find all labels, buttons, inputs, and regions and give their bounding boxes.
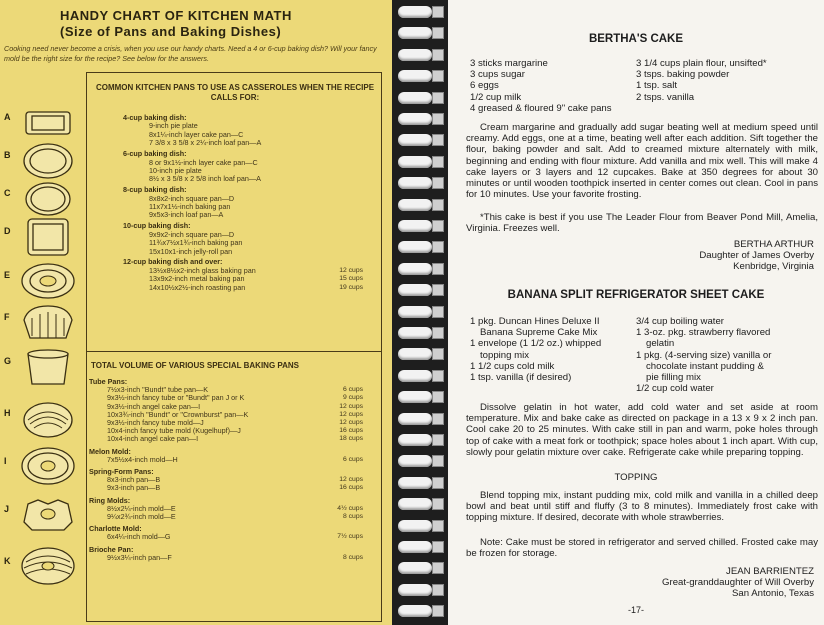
topping-heading: TOPPING (614, 472, 658, 483)
binding-ring (398, 370, 432, 382)
group-item: 9x3-inch pan—B (107, 483, 161, 493)
charlotte-pan-icon (18, 346, 78, 388)
group-title: Spring-Form Pans: (89, 467, 154, 476)
ingredient: 4 greased & floured 9" cake pans (470, 102, 612, 114)
punch-hole (432, 434, 444, 446)
pan-icons-column (0, 80, 86, 625)
recipe2-ingredients-right (636, 316, 771, 394)
group-item-qty: 15 cups (339, 275, 363, 283)
group-title: Melon Mold: (89, 446, 131, 456)
pans-heading: COMMON KITCHEN PANS TO USE AS CASSEROLES WHEN THE RECIPE CALLS FOR: (95, 83, 375, 102)
group-title: Tube Pans: (89, 377, 128, 386)
group-item-qty: 12 cups (339, 476, 363, 484)
punch-hole (432, 498, 444, 510)
icon-letter: I (4, 456, 7, 466)
punch-hole (432, 520, 444, 532)
punch-hole (432, 327, 444, 339)
punch-hole (432, 413, 444, 425)
punch-hole (432, 477, 444, 489)
recipe1-note: *This cake is best if you use The Leader Flour from Beaver Pond Mill, Amelia, Virginia. Freezes well. (466, 212, 818, 235)
punch-hole (432, 134, 444, 146)
binding-ring (398, 284, 432, 296)
group-title: 6-cup baking dish: (123, 149, 187, 159)
group-item: 9x3½-inch fancy tube mold—J (107, 418, 204, 427)
binding-ring (398, 220, 432, 232)
punch-hole (432, 348, 444, 360)
binding-ring (398, 520, 432, 532)
binding-ring (398, 199, 432, 211)
punch-hole (432, 541, 444, 553)
group-title: Ring Molds: (89, 495, 131, 505)
recipe1-ingredients-right (636, 58, 767, 103)
group-item: 6x4¼-inch mold—G (107, 532, 171, 542)
icon-letter: K (4, 556, 11, 566)
group-item: 9¼x2¾-inch mold—E (107, 512, 176, 521)
recipe2-author (662, 566, 814, 600)
binding-ring (398, 413, 432, 425)
author-name: BERTHA ARTHUR (733, 239, 814, 250)
group-item: 14x10½x2½-inch roasting pan (149, 282, 246, 292)
icon-letter: H (4, 408, 11, 418)
ingredient: 1/2 cup milk (470, 91, 522, 103)
group-item-qty: 12 cups (339, 402, 363, 410)
icon-letter: C (4, 188, 11, 198)
binding-ring (398, 49, 432, 61)
icon-letter: J (4, 504, 10, 514)
spring-pan-icon (18, 140, 78, 182)
ring-pan-icon (18, 260, 78, 302)
topping-instructions: Blend topping mix, instant pudding mix, cold milk and vanilla in a chilled deep bowl and beat until stiff and fluffy (3 to 8 minutes). Immediately frost cake with topping mixture. If desired, decorate with whole strawberries. (466, 490, 818, 524)
recipe1-ingredients-left (470, 58, 612, 114)
group-item: 10x4-inch fancy tube mold (Kugelhupf)—J (107, 426, 241, 436)
right-page (448, 0, 824, 625)
binding-ring (398, 156, 432, 168)
left-page (0, 0, 392, 625)
group-item: 7x5½x4-inch mold—H (107, 454, 178, 464)
group-item: 11¾x7½x1¾-inch baking pan (149, 238, 243, 248)
author-location: Kenbridge, Virginia (733, 261, 814, 273)
group-item: 11x7x1½-inch baking pan (149, 202, 231, 211)
icon-letter: F (4, 312, 10, 322)
group-item: 10x4-inch angel cake pan—I (107, 434, 199, 444)
group-item: 8½ x 3 5/8 x 2 5/8 inch loaf pan—A (149, 174, 261, 184)
binding-ring (398, 113, 432, 125)
group-title: 12-cup baking dish and over: (123, 257, 223, 267)
ingredient: 1/2 cup cold water (636, 383, 714, 395)
ingredient: topping mix (480, 349, 530, 361)
punch-hole (432, 220, 444, 232)
group-item: 8½x2¼-inch mold—E (107, 503, 176, 513)
ingredient: chocolate instant pudding & (646, 360, 764, 372)
binding-ring (398, 241, 432, 253)
binding-ring (398, 605, 432, 617)
punch-hole (432, 284, 444, 296)
author-name: JEAN BARRIENTEZ (726, 566, 814, 577)
ingredient: pie filling mix (646, 372, 701, 384)
author-location: San Antonio, Texas (732, 588, 814, 600)
group-item: 8 or 9x1½-inch layer cake pan—C (149, 157, 258, 167)
punch-hole (432, 177, 444, 189)
recipe2-note: Note: Cake must be stored in refrigerator and served chilled. Frosted cake may be frozen for storage. (466, 537, 818, 560)
group-item-qty: 18 cups (339, 435, 363, 443)
punch-hole (432, 391, 444, 403)
punch-hole (432, 6, 444, 18)
punch-hole (432, 584, 444, 596)
group-title: 4-cup baking dish: (123, 113, 187, 122)
brioche-pan-icon (18, 302, 78, 344)
volume-heading: TOTAL VOLUME OF VARIOUS SPECIAL BAKING PANS (91, 361, 300, 370)
square-pan-icon (18, 216, 78, 258)
group-item-qty: 16 cups (339, 427, 363, 435)
binding-ring (398, 134, 432, 146)
group-item: 13½x8½x2-inch glass baking pan (149, 265, 256, 275)
punch-hole (432, 455, 444, 467)
group-item-qty: 4½ cups (337, 504, 363, 512)
group-item: 7 3/8 x 3 5/8 x 2¼-inch loaf pan—A (149, 138, 262, 148)
page-number: -17- (627, 605, 644, 615)
binding-spine (392, 0, 448, 625)
punch-hole (432, 27, 444, 39)
group-item: 7½x3-inch "Bundt" tube pan—K (107, 385, 209, 395)
binding-ring (398, 92, 432, 104)
recipe1-instructions: Cream margarine and gradually add sugar beating well at medium speed until creamy. Add eggs, one at a time, beating well after each addition. Sift together the flour, baking powder and salt. Add to creamed mixture alternately with milk, beginning and ending with flour mixture. Add vanilla and mix well. This will make 4 cake layers or 3 layers and 12 cupcakes. Bake at 350 degrees for about 30 minutes or until wooden toothpick inserted in center comes out clean. Cool in pans for 10 minutes. Use your favorite frosting. (466, 122, 818, 201)
punch-hole (432, 92, 444, 104)
icon-letter: E (4, 270, 11, 280)
binding-ring (398, 6, 432, 18)
group-item: 10-inch pie plate (149, 165, 202, 175)
binding-ring (398, 177, 432, 189)
group-item: 9x9x2-inch square pan—D (149, 229, 235, 239)
ingredient: 1 tsp. salt (636, 80, 678, 92)
group-item-qty: 12 cups (339, 410, 363, 418)
punch-hole (432, 562, 444, 574)
cake-pan-icon (18, 178, 78, 220)
group-item-qty: 9 cups (342, 394, 363, 402)
ingredient: 3 sticks margarine (470, 58, 548, 69)
binding-ring (398, 455, 432, 467)
box-divider (86, 351, 382, 352)
icon-letter: D (4, 226, 11, 236)
loaf-pan-icon (18, 102, 78, 144)
icon-letter: B (4, 150, 11, 160)
group-item: 13x9x2-inch metal baking pan (149, 274, 245, 284)
binding-ring (398, 391, 432, 403)
punch-hole (432, 306, 444, 318)
icon-letter: G (4, 356, 12, 366)
ingredient: 1 pkg. Duncan Hines Deluxe II (470, 316, 600, 327)
ingredient: 6 eggs (470, 80, 499, 92)
chart-box (86, 72, 382, 622)
punch-hole (432, 49, 444, 61)
icon-letter: A (4, 112, 11, 122)
group-title: 10-cup baking dish: (123, 221, 191, 231)
chart-title-line1: HANDY CHART OF KITCHEN MATH (60, 8, 292, 23)
group-item: 9½x3¼-inch pan—F (107, 552, 172, 562)
punch-hole (432, 156, 444, 168)
ingredient: 3 1/4 cups plain flour, unsifted* (636, 58, 767, 69)
group-item: 9x5x3-inch loaf pan—A (149, 210, 224, 220)
group-item: 8x8x2-inch square pan—D (149, 193, 235, 203)
ingredient: 3 cups sugar (470, 69, 525, 81)
binding-ring (398, 562, 432, 574)
ingredient: gelatin (646, 338, 675, 350)
melon-pan-icon (18, 398, 78, 440)
group-item-qty: 8 cups (342, 513, 363, 520)
ingredient: 1 envelope (1 1/2 oz.) whipped (470, 338, 602, 350)
group-item-qty: 6 cups (342, 455, 363, 463)
recipe2-instructions: Dissolve gelatin in hot water, add cold water and set aside at room temperature. Mix and bake cake as directed on package in a 13 x 9 x 2 inch pan. Cool cake 20 to 25 minutes. With cake still in pan and warm, poke holes through top of cake with a meat fork or toothpick; space holes about 1 inch apart. With cup, slowly pour gelatin mixture over cake. Refrigerate cake while preparing topping. (466, 402, 818, 458)
binding-ring (398, 498, 432, 510)
group-item-qty: 7½ cups (337, 533, 363, 541)
ingredient: 1 pkg. (4-serving size) vanilla or (636, 349, 772, 361)
group-item: 9x3½-inch angel cake pan—I (107, 401, 201, 411)
group-item: 8x3-inch pan—B (107, 475, 161, 485)
fancy-pan-icon (18, 494, 78, 536)
ingredient: 1 3-oz. pkg. strawberry flavored (636, 327, 771, 339)
punch-hole (432, 241, 444, 253)
chart-title (60, 8, 350, 40)
punch-hole (432, 70, 444, 82)
ingredient: 2 tsps. vanilla (636, 91, 695, 103)
binding-ring (398, 584, 432, 596)
ingredient: Banana Supreme Cake Mix (480, 327, 598, 339)
punch-hole (432, 370, 444, 382)
group-title: Charlotte Mold: (89, 524, 142, 534)
angel-pan-icon (18, 446, 78, 488)
binding-ring (398, 70, 432, 82)
binding-ring (398, 27, 432, 39)
group-item-qty: 8 cups (342, 553, 363, 561)
binding-ring (398, 348, 432, 360)
group-title: 8-cup baking dish: (123, 185, 187, 195)
punch-hole (432, 605, 444, 617)
chart-title-line2: (Size of Pans and Baking Dishes) (60, 24, 282, 39)
group-item-qty: 6 cups (342, 386, 363, 394)
group-item-qty: 12 cups (339, 419, 363, 426)
group-item: 10x3¾-inch "Bundt" or "Crownburst" pan—K (107, 409, 249, 419)
recipe1-author (699, 239, 814, 273)
chart-intro: Cooking need never become a crisis, when you use our handy charts. Need a 4 or 6-cup baking dish? Will your fancy mold be the right size for the recipe? See below for the answers. (4, 44, 377, 63)
group-item-qty: 16 cups (339, 484, 363, 492)
recipe2-title: BANANA SPLIT REFRIGERATOR SHEET CAKE (507, 289, 765, 301)
binding-ring (398, 477, 432, 489)
group-item-qty: 19 cups (339, 283, 363, 291)
punch-hole (432, 199, 444, 211)
binding-ring (398, 541, 432, 553)
binding-ring (398, 434, 432, 446)
author-relation: Daughter of James Overby (699, 250, 814, 262)
group-item: 15x10x1-inch jelly-roll pan (149, 246, 233, 256)
ingredient: 3 tsps. baking powder (636, 69, 730, 81)
bundt-pan-icon (18, 546, 78, 588)
binding-ring (398, 306, 432, 318)
author-relation: Great-granddaughter of Will Overby (662, 577, 814, 589)
group-item: 8x1¼-inch layer cake pan—C (149, 129, 244, 139)
group-item: 9-inch pie plate (149, 121, 198, 131)
punch-hole (432, 263, 444, 275)
ingredient: 1 1/2 cups cold milk (470, 360, 555, 372)
recipe2-ingredients-left (470, 316, 601, 383)
group-item-qty: 12 cups (339, 266, 363, 274)
recipe1-title: BERTHA'S CAKE (588, 33, 684, 45)
binding-ring (398, 263, 432, 275)
punch-hole (432, 113, 444, 125)
group-item: 9x3½-inch fancy tube or "Bundt" pan J or K (107, 393, 245, 403)
group-title: Brioche Pan: (89, 544, 134, 554)
binding-ring (398, 327, 432, 339)
ingredient: 3/4 cup boiling water (636, 316, 724, 327)
ingredient: 1 tsp. vanilla (if desired) (470, 372, 572, 384)
